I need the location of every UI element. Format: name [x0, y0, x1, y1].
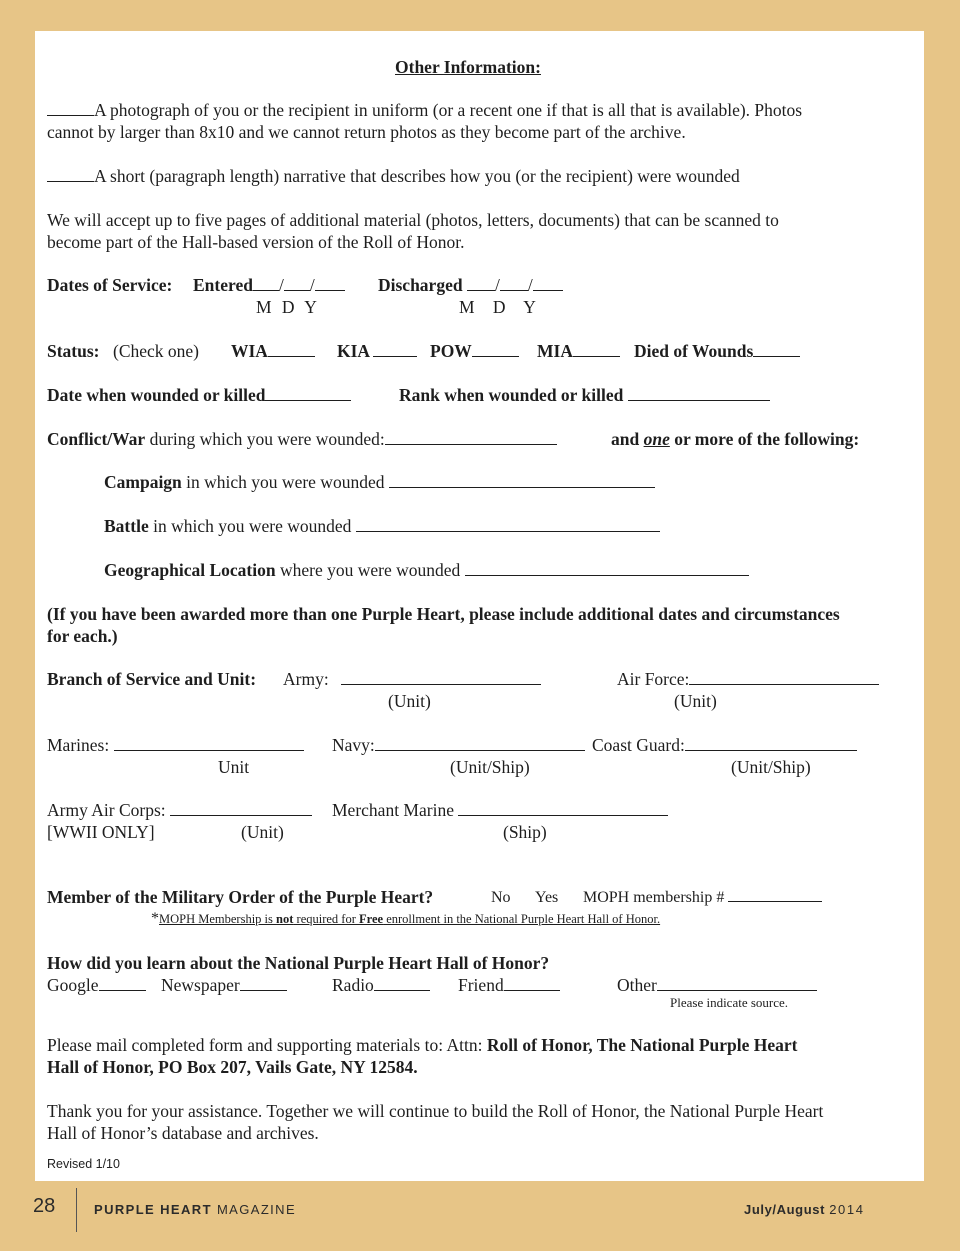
moph-membership-field — [583, 887, 822, 909]
learn-other — [617, 974, 817, 996]
mail-text-a: Please mail completed form and supporting materials to: Attn: — [47, 1035, 487, 1055]
entered-day-line[interactable] — [284, 276, 310, 291]
rank-wounded-label: Rank when wounded or killed — [399, 385, 624, 405]
status-pow-line[interactable] — [472, 342, 519, 357]
learn-friend-line[interactable] — [504, 976, 560, 991]
moph-membership-label: MOPH membership # — [583, 889, 725, 906]
conflict-text: during which you were wounded: — [149, 429, 385, 449]
moph-note-free: Free — [359, 912, 384, 926]
photo-checkbox-line[interactable] — [47, 101, 94, 116]
conflict-label: Conflict/War — [47, 429, 146, 449]
army-sub: (Unit) — [388, 691, 431, 711]
merchant-field — [332, 799, 668, 821]
narrative-item — [47, 165, 740, 187]
date-wounded-label: Date when wounded or killed — [47, 385, 266, 405]
thanks-text-2: Hall of Honor’s database and archives. — [47, 1123, 319, 1143]
page-title: Other Information: — [395, 57, 541, 77]
moph-no-option[interactable]: No — [491, 889, 511, 906]
campaign-line[interactable] — [389, 473, 655, 488]
airforce-field — [617, 668, 879, 690]
status-kia-line[interactable] — [373, 342, 417, 357]
learn-other-label: Other — [617, 975, 657, 995]
aac-note: [WWII ONLY] — [47, 822, 155, 842]
rank-wounded-field — [399, 384, 770, 406]
magazine-name-light: MAGAZINE — [216, 1202, 297, 1217]
learn-friend-label: Friend — [458, 975, 504, 995]
navy-unit-line[interactable] — [375, 736, 585, 751]
geo-label: Geographical Location — [104, 560, 276, 580]
thanks-text-1: Thank you for your assistance. Together we will continue to build the Roll of Honor, the National Purple Heart — [47, 1101, 824, 1121]
status-pow-label: POW — [430, 341, 472, 361]
marines-unit-line[interactable] — [114, 736, 304, 751]
entered-mdy: M D Y — [256, 297, 317, 317]
one-word: one — [643, 429, 670, 449]
campaign-field — [104, 471, 655, 493]
learn-newspaper — [161, 974, 287, 996]
conflict-line[interactable] — [385, 430, 557, 445]
moph-note-c: enrollment in the National Purple Heart Hall of Honor. — [383, 912, 661, 926]
issue-month: July/August — [744, 1202, 825, 1217]
multiple-note-2: for each.) — [47, 626, 118, 646]
status-wia-line[interactable] — [268, 342, 315, 357]
entered-month-line[interactable] — [253, 276, 279, 291]
airforce-sub: (Unit) — [674, 691, 717, 711]
date-wounded-field — [47, 384, 351, 406]
learn-radio — [332, 974, 430, 996]
navy-label: Navy: — [332, 735, 375, 755]
discharged-month-line[interactable] — [467, 276, 495, 291]
army-label: Army: — [283, 669, 329, 689]
issue-date — [744, 1202, 865, 1217]
coastguard-unit-line[interactable] — [685, 736, 857, 751]
learn-radio-label: Radio — [332, 975, 374, 995]
mail-address: Hall of Honor, PO Box 207, Vails Gate, NY 12584. — [47, 1057, 418, 1077]
coastguard-label: Coast Guard: — [592, 735, 685, 755]
battle-field — [104, 515, 660, 537]
aac-label: Army Air Corps: — [47, 800, 166, 820]
discharged-field: Discharged / / — [378, 274, 563, 296]
rank-wounded-line[interactable] — [628, 386, 770, 401]
battle-label: Battle — [104, 516, 149, 536]
army-unit-line[interactable] — [341, 670, 541, 685]
status-pow — [430, 340, 519, 362]
narrative-checkbox-line[interactable] — [47, 167, 94, 182]
campaign-label: Campaign — [104, 472, 182, 492]
discharged-year-line[interactable] — [533, 276, 563, 291]
status-mia — [537, 340, 620, 362]
issue-year: 2014 — [829, 1202, 865, 1217]
and-word: and — [611, 429, 640, 449]
magazine-name — [94, 1202, 296, 1217]
page-number: 28 — [33, 1195, 56, 1217]
entered-year-line[interactable] — [315, 276, 345, 291]
learn-friend — [458, 974, 560, 996]
mail-text-b: Roll of Honor, The National Purple Heart — [486, 1035, 798, 1055]
photo-text-2: cannot by larger than 8x10 and we cannot return photos as they become part of the archive. — [47, 122, 686, 142]
moph-note-a: MOPH Membership is — [159, 912, 277, 926]
accept-text-2: become part of the Hall-based version of the Roll of Honor. — [47, 232, 465, 252]
battle-text: in which you were wounded — [153, 516, 352, 536]
or-more-text: or more of the following: — [674, 429, 860, 449]
status-label: Status: — [47, 341, 100, 361]
dates-label: Dates of Service: — [47, 275, 173, 295]
airforce-label: Air Force: — [617, 669, 690, 689]
one-or-more-note — [611, 428, 859, 450]
geo-field — [104, 559, 749, 581]
multiple-note-1: (If you have been awarded more than one Purple Heart, please include additional dates and circumstances — [47, 604, 840, 624]
discharged-mdy: M D Y — [459, 297, 536, 317]
learn-google-line[interactable] — [99, 976, 146, 991]
accept-text-1: We will accept up to five pages of additional material (photos, letters, documents) that can be scanned to — [47, 210, 779, 230]
merchant-label: Merchant Marine — [332, 800, 454, 820]
navy-sub: (Unit/Ship) — [450, 757, 530, 777]
airforce-unit-line[interactable] — [689, 670, 879, 685]
status-kia — [337, 340, 417, 362]
status-dow-line[interactable] — [753, 342, 800, 357]
photo-text-1: A photograph of you or the recipient in uniform (or a recent one if that is all that is available). Photos — [94, 100, 803, 120]
learn-newspaper-line[interactable] — [240, 976, 287, 991]
coastguard-field — [592, 734, 857, 756]
footer-divider — [76, 1188, 77, 1232]
entered-field: Entered / / — [193, 274, 345, 296]
learn-question: How did you learn about the National Purple Heart Hall of Honor? — [47, 953, 550, 973]
learn-indicate-note: Please indicate source. — [670, 995, 789, 1010]
moph-membership-line[interactable] — [728, 887, 822, 902]
learn-radio-line[interactable] — [374, 976, 430, 991]
moph-note-star: * — [151, 910, 159, 927]
marines-label: Marines: — [47, 735, 110, 755]
status-wia-label: WIA — [231, 341, 268, 361]
moph-note — [151, 911, 660, 927]
status-mia-label: MIA — [537, 341, 573, 361]
campaign-text: in which you were wounded — [186, 472, 385, 492]
moph-yes-option[interactable]: Yes — [535, 889, 559, 906]
aac-sub: (Unit) — [241, 822, 284, 842]
navy-field — [332, 734, 585, 756]
photo-item — [47, 99, 802, 121]
geo-line[interactable] — [465, 561, 749, 576]
status-wia — [231, 340, 315, 362]
marines-field — [47, 734, 304, 756]
aac-unit-line[interactable] — [170, 801, 312, 816]
magazine-name-bold: PURPLE HEART — [94, 1202, 212, 1217]
coastguard-sub: (Unit/Ship) — [731, 757, 811, 777]
mail-text-1 — [47, 1034, 797, 1056]
army-field — [283, 668, 541, 690]
moph-note-b: required for — [293, 912, 360, 926]
branch-label: Branch of Service and Unit: — [47, 669, 257, 689]
status-dow — [634, 340, 800, 362]
aac-field — [47, 799, 312, 821]
learn-google-label: Google — [47, 975, 99, 995]
status-dow-label: Died of Wounds — [634, 341, 754, 361]
moph-question: Member of the Military Order of the Purple Heart? — [47, 887, 434, 907]
revised-note: Revised 1/10 — [47, 1157, 120, 1171]
learn-other-line[interactable] — [657, 976, 817, 991]
marines-sub: Unit — [218, 757, 250, 777]
status-mia-line[interactable] — [573, 342, 620, 357]
conflict-field — [47, 428, 557, 450]
merchant-ship-line[interactable] — [458, 801, 668, 816]
merchant-sub: (Ship) — [503, 822, 547, 842]
entered-label: Entered — [193, 275, 253, 295]
date-wounded-line[interactable] — [265, 386, 351, 401]
learn-google — [47, 974, 146, 996]
narrative-text: A short (paragraph length) narrative that describes how you (or the recipient) were wounded — [94, 166, 740, 186]
learn-newspaper-label: Newspaper — [161, 975, 240, 995]
status-check-note: (Check one) — [113, 341, 200, 361]
status-kia-label: KIA — [337, 341, 370, 361]
discharged-label: Discharged — [378, 275, 463, 295]
battle-line[interactable] — [356, 517, 660, 532]
discharged-day-line[interactable] — [500, 276, 528, 291]
geo-text: where you were wounded — [279, 560, 461, 580]
moph-note-not: not — [276, 912, 294, 926]
